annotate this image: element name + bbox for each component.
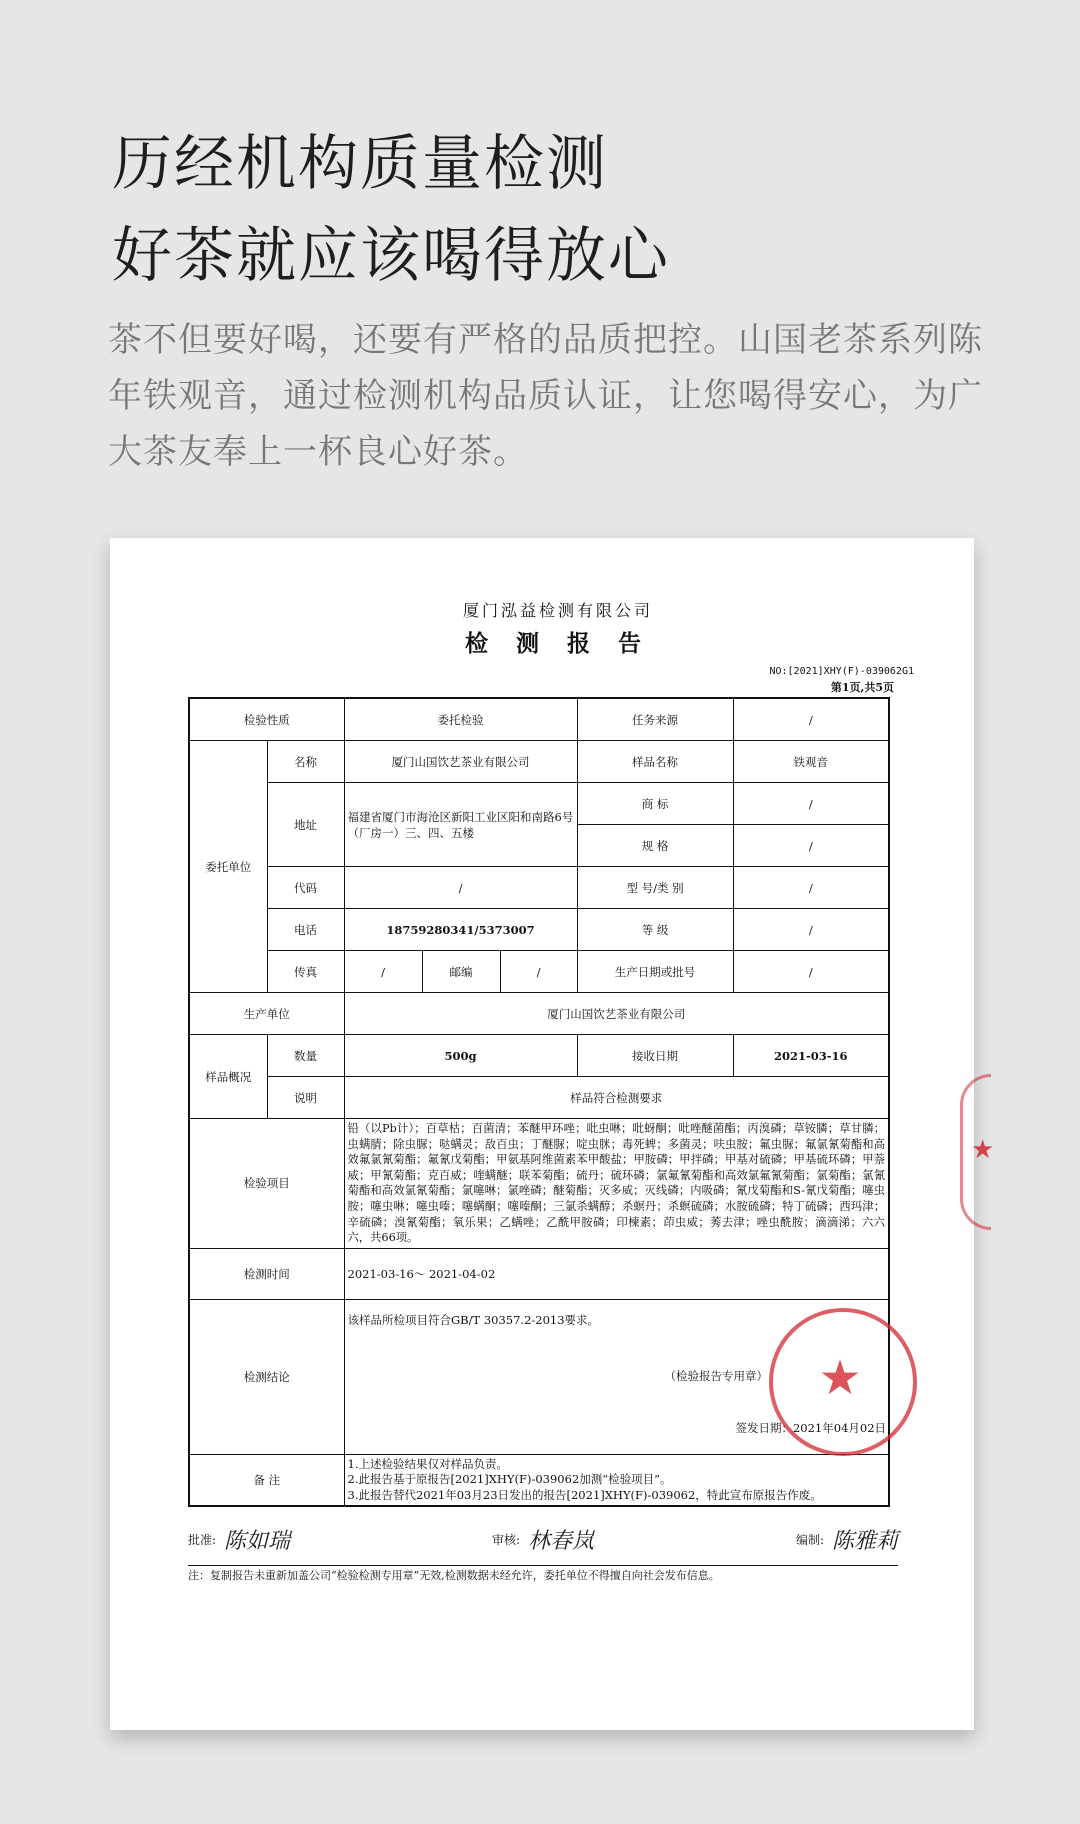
- label-quantity: 数量: [267, 1035, 344, 1077]
- stamp-note: （检验报告专用章）: [664, 1368, 768, 1383]
- value-code: /: [344, 867, 577, 909]
- table-row: [189, 1035, 889, 1077]
- value-phone: 18759280341/5373007: [344, 909, 577, 951]
- label-batch: 生产日期或批号: [577, 951, 733, 993]
- value-sample-name: 铁观音: [733, 741, 889, 783]
- report-document: [188, 598, 914, 1583]
- label-sample-overview: 样品概况: [189, 1035, 267, 1119]
- heading-line-1: 历经机构质量检测: [112, 129, 608, 199]
- approve-name: 陈如瑞: [224, 1528, 291, 1554]
- label-brand: 商 标: [577, 783, 733, 825]
- table-row: [189, 783, 889, 825]
- page-heading: [112, 118, 670, 302]
- label-test-time: 检测时间: [189, 1248, 344, 1299]
- table-row: [189, 1299, 889, 1454]
- table-row: [189, 1248, 889, 1299]
- report-number: NO:[2021]XHY(F)-039062G1: [769, 666, 914, 677]
- value-brand: /: [733, 783, 889, 825]
- label-spec: 规 格: [577, 825, 733, 867]
- value-producer: 厦门山国饮艺茶业有限公司: [344, 993, 889, 1035]
- review-name: 林春岚: [528, 1528, 595, 1554]
- report-page: 第1页,共5页: [830, 681, 894, 694]
- value-explain: 样品符合检测要求: [344, 1077, 889, 1119]
- label-fax: 传真: [267, 951, 344, 993]
- table-row: [189, 698, 889, 741]
- label-producer: 生产单位: [189, 993, 344, 1035]
- label-sample-name: 样品名称: [577, 741, 733, 783]
- label-client: 委托单位: [189, 741, 267, 993]
- label-items: 检验项目: [189, 1119, 344, 1249]
- approve-label: 批准:: [188, 1532, 217, 1547]
- report-footnote: 注：复制报告未重新加盖公司“检验检测专用章”无效,检测数据未经允许，委托单位不得擅自向社会发布信息。: [188, 1565, 898, 1583]
- value-test-time: 2021-03-16～ 2021-04-02: [344, 1248, 889, 1299]
- label-inspection-type: 检验性质: [189, 698, 344, 741]
- label-remarks: 备 注: [189, 1454, 344, 1506]
- table-row: [189, 867, 889, 909]
- value-items: 铅（以Pb计）；百草枯；百菌清；苯醚甲环唑；吡虫啉；吡蚜酮；吡唑醚菌酯；丙溴磷；草铵膦；草甘膦；虫螨腈；除虫脲；哒螨灵；敌百虫；丁醚脲；啶虫脒；毒死蜱；多菌灵；呋虫胺；氟虫脲；氟氯氰菊酯和高效氟氯氰菊酯；氟氰戊菊酯；甲氨基阿维菌素苯甲酸盐；甲胺磷；甲拌磷；甲基对硫磷；甲基硫环磷；甲萘威；甲氰菊酯；克百威；喹螨醚；联苯菊酯；硫丹；硫环磷；氯氟氰菊酯和高效氯氟氰菊酯；氯菊酯；氯氰菊酯和高效氯氰菊酯；氯噻啉；氯唑磷；醚菊酯；灭多威；灭线磷；内吸磷；氰戊菊酯和S-氰戊菊酯；噻虫胺；噻虫啉；噻虫嗪；噻螨酮；噻嗪酮；三氯杀螨醇；杀螟丹；杀螟硫磷；水胺硫磷；特丁硫磷；西玛津；辛硫磷；溴氰菊酯；氧乐果；乙螨唑；乙酰甲胺磷；印楝素；茚虫威；莠去津；唑虫酰胺；滴滴涕；六六六，共66项。: [344, 1119, 889, 1249]
- value-model: /: [733, 867, 889, 909]
- label-conclusion: 检测结论: [189, 1299, 344, 1454]
- compile-name: 陈雅莉: [831, 1528, 898, 1554]
- label-postcode: 邮编: [422, 951, 500, 993]
- value-fax: /: [344, 951, 422, 993]
- report-table: [188, 697, 890, 1507]
- value-quantity: 500g: [344, 1035, 577, 1077]
- review-signature: [492, 1524, 594, 1555]
- table-row: [189, 741, 889, 783]
- remark-2: 2.此报告基于原报告[2021]XHY(F)-039062加测“检验项目”。: [347, 1472, 672, 1487]
- value-receive-date: 2021-03-16: [733, 1035, 889, 1077]
- heading-line-2: 好茶就应该喝得放心: [112, 221, 670, 291]
- remarks-cell: [344, 1454, 889, 1506]
- label-receive-date: 接收日期: [577, 1035, 733, 1077]
- value-inspection-type: 委托检验: [344, 698, 577, 741]
- table-row: [189, 1454, 889, 1506]
- conclusion-cell: [344, 1299, 889, 1454]
- table-row: [189, 1077, 889, 1119]
- value-spec: /: [733, 825, 889, 867]
- signature-row: [188, 1519, 898, 1559]
- label-grade: 等 级: [577, 909, 733, 951]
- review-label: 审核:: [491, 1532, 521, 1547]
- seal-star: ★: [818, 1349, 862, 1406]
- remark-1: 1.上述检验结果仅对样品负责。: [347, 1456, 508, 1471]
- label-explain: 说明: [267, 1077, 344, 1119]
- page-description: 茶不但要好喝，还要有严格的品质把控。山国老茶系列陈年铁观音，通过检测机构品质认证，让您喝得安心，为广大茶友奉上一杯良心好茶。: [108, 320, 983, 472]
- value-address: 福建省厦门市海沧区新阳工业区阳和南路6号（厂房一）三、四、五楼: [344, 783, 577, 867]
- table-row: [189, 993, 889, 1035]
- remark-3: 3.此报告替代2021年03月23日发出的报告[2021]XHY(F)-039062，特此宣布原报告作废。: [347, 1487, 822, 1502]
- table-row: [189, 1119, 889, 1249]
- approve-signature: [188, 1524, 290, 1555]
- label-task-source: 任务来源: [577, 698, 733, 741]
- report-paper: [110, 538, 995, 1730]
- value-batch: /: [733, 951, 889, 993]
- label-code: 代码: [267, 867, 344, 909]
- side-seal: ★: [960, 1074, 991, 1230]
- value-conclusion: 该样品所检项目符合GB/T 30357.2-2013要求。: [347, 1312, 600, 1327]
- table-row: [189, 951, 889, 993]
- report-title: 检 测 报 告: [464, 630, 652, 657]
- label-phone: 电话: [267, 909, 344, 951]
- label-model: 型 号/类 别: [577, 867, 733, 909]
- value-grade: /: [733, 909, 889, 951]
- table-row: [189, 909, 889, 951]
- value-task-source: /: [733, 698, 889, 741]
- label-address: 地址: [267, 783, 344, 867]
- label-name: 名称: [267, 741, 344, 783]
- sign-date: 签发日期：2021年04月02日: [735, 1420, 887, 1435]
- value-client-name: 厦门山国饮艺茶业有限公司: [344, 741, 577, 783]
- compile-label: 编制:: [795, 1532, 824, 1547]
- compile-signature: [796, 1524, 898, 1555]
- report-company: 厦门泓益检测有限公司: [462, 601, 653, 620]
- value-postcode: /: [500, 951, 577, 993]
